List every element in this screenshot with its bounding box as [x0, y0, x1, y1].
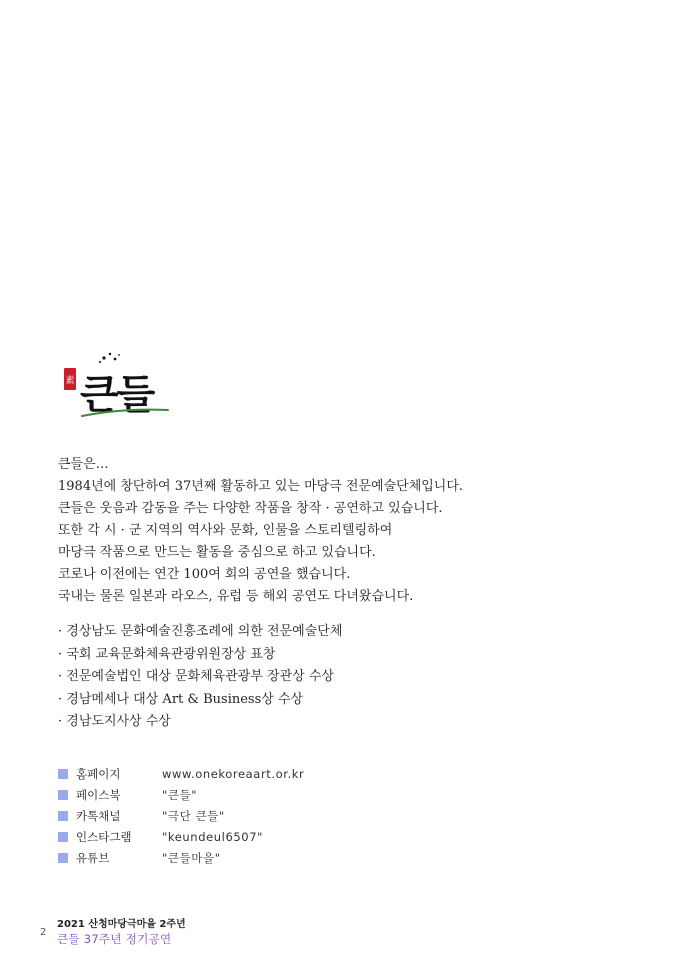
links-list	[58, 763, 304, 868]
link-label: 페이스북	[76, 787, 121, 802]
kakao-value: "극단 큰들"	[162, 808, 225, 823]
homepage-link[interactable]: www.onekoreaart.or.kr	[162, 766, 305, 781]
intro-line: 큰들은…	[58, 457, 109, 472]
award-item: · 경상남도 문화예술진흥조례에 의한 전문예술단체	[58, 624, 343, 639]
award-item: · 전문예술법인 대상 문화체육관광부 장관상 수상	[58, 669, 334, 684]
logo-wordmark: 큰들	[80, 371, 154, 418]
facebook-value: "큰들"	[162, 787, 198, 802]
keundeul-logo	[62, 350, 172, 422]
link-row-instagram	[58, 826, 304, 847]
instagram-value: "keundeul6507"	[162, 829, 264, 844]
square-bullet-icon	[58, 853, 68, 863]
award-item: · 국회 교육문화체육관광위원장상 표창	[58, 646, 276, 662]
intro-line: 국내는 물론 일본과 라오스, 유럽 등 해외 공연도 다녀왔습니다.	[58, 589, 414, 604]
link-label: 카톡채널	[76, 808, 121, 823]
square-bullet-icon	[58, 832, 68, 842]
intro-line: 마당극 작품으로 만드는 활동을 중심으로 하고 있습니다.	[58, 545, 376, 560]
youtube-value: "큰들마을"	[162, 850, 221, 865]
square-bullet-icon	[58, 769, 68, 779]
intro-paragraph	[58, 454, 658, 608]
square-bullet-icon	[58, 811, 68, 821]
awards-list	[58, 621, 658, 734]
seal-text: 素	[65, 376, 75, 386]
footer-event-title: 2021 산청마당극마을 2주년	[57, 919, 186, 930]
intro-line: 코로나 이전에는 연간 100여 회의 공연을 했습니다.	[58, 567, 351, 582]
footer-performance-title: 큰들 37주년 정기공연	[57, 932, 172, 946]
link-row-youtube	[58, 847, 304, 868]
award-item: · 경남도지사상 수상	[58, 714, 171, 729]
intro-line: 큰들은 웃음과 감동을 주는 다양한 작품을 창작 · 공연하고 있습니다.	[58, 501, 443, 516]
link-label: 홈페이지	[76, 766, 121, 781]
link-label: 유튜브	[76, 850, 110, 865]
intro-line: 또한 각 시 · 군 지역의 역사와 문화, 인물을 스토리텔링하여	[58, 523, 393, 538]
link-row-kakao	[58, 805, 304, 826]
link-row-facebook	[58, 784, 304, 805]
award-item: · 경남메세나 대상 Art & Business상 수상	[58, 691, 304, 707]
square-bullet-icon	[58, 790, 68, 800]
intro-line: 1984년에 창단하여 37년째 활동하고 있는 마당극 전문예술단체입니다.	[58, 479, 464, 494]
link-row-homepage	[58, 763, 304, 784]
page-number: 2	[40, 927, 47, 938]
link-label: 인스타그램	[76, 829, 132, 844]
